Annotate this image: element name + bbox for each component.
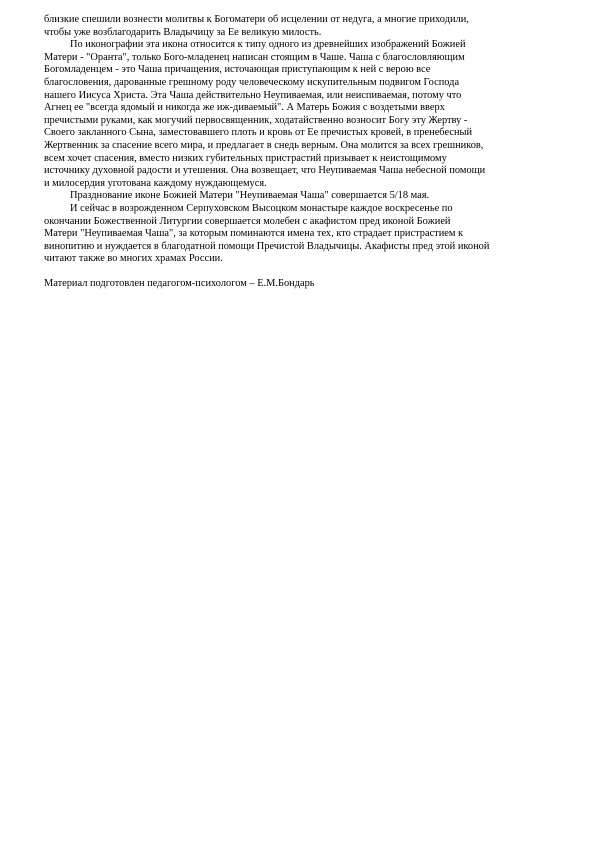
text-line: винопитию и нуждается в благодатной помощи Пречистой Владычицы. Акафисты пред этой иконой xyxy=(44,240,490,252)
text-line: Богомладенцем - это Чаша причащения, источающая приступающим к ней с верою все xyxy=(44,64,431,76)
paragraph-spacer xyxy=(44,266,554,279)
text-line: читают также во многих храмах России. xyxy=(44,253,223,265)
text-line: близкие спешили вознести молитвы к Богоматери об исцелении от недуга, а многие приходили, xyxy=(44,14,469,25)
document-body xyxy=(44,14,554,266)
text-line: Празднование иконе Божией Матери "Неупиваемая Чаша" совершается 5/18 мая. xyxy=(70,190,430,202)
text-line: И сейчас в возрожденном Серпуховском Высоцком монастыре каждое воскресенье по xyxy=(70,202,453,214)
text-line: пречистыми руками, как могучий первосвященник, ходатайственно возносит Богу эту Жертву - xyxy=(44,114,468,126)
text-line: Матери "Неупиваемая Чаша", за которым поминаются имена тех, кто страдает пристрастием к xyxy=(44,228,464,240)
text-line: благословения, дарованные грешному роду человеческому искупительным подвигом Господа xyxy=(44,76,460,88)
text-line: источнику духовной радости и утешения. Она возвещает, что Неупиваемая Чаша небесной помощи xyxy=(44,165,486,177)
document-page xyxy=(44,14,554,291)
text-line: Агнец ее "всегда ядомый и никогда же иж-диваемый". А Матерь Божия с воздетыми вверх xyxy=(44,102,445,114)
text-line: По иконографии эта икона относится к типу одного из древнейших изображений Божией xyxy=(70,39,466,51)
text-line: Своего закланного Сына, заместовавшего плоть и кровь от Ее пречистых кровей, в пренебесный xyxy=(44,127,473,139)
text-line: и милосердия уготована каждому нуждающемуся. xyxy=(44,177,267,189)
text-line: окончании Божественной Литургии совершается молебен с акафистом пред иконой Божией xyxy=(44,215,451,227)
text-line: Жертвенник за спасение всего мира, и предлагает в снедь верным. Она молится за всех грешников, xyxy=(44,139,484,151)
text-line: нашего Иисуса Христа. Эта Чаша действительно Неупиваемая, или неиспиваемая, потому что xyxy=(44,89,462,101)
text-line: всем хочет спасения, вместо низких губительных пристрастий призывает к неистощимому xyxy=(44,152,447,164)
text-line: Матери - "Оранта", только Бого-младенец написан стоящим в Чаше. Чаша с благословляющим xyxy=(44,51,465,63)
text-line: чтобы уже возблагодарить Владычицу за Ее великую милость. xyxy=(44,26,322,38)
author-signature: Материал подготовлен педагогом-психологом – Е.М.Бондарь xyxy=(44,278,315,290)
